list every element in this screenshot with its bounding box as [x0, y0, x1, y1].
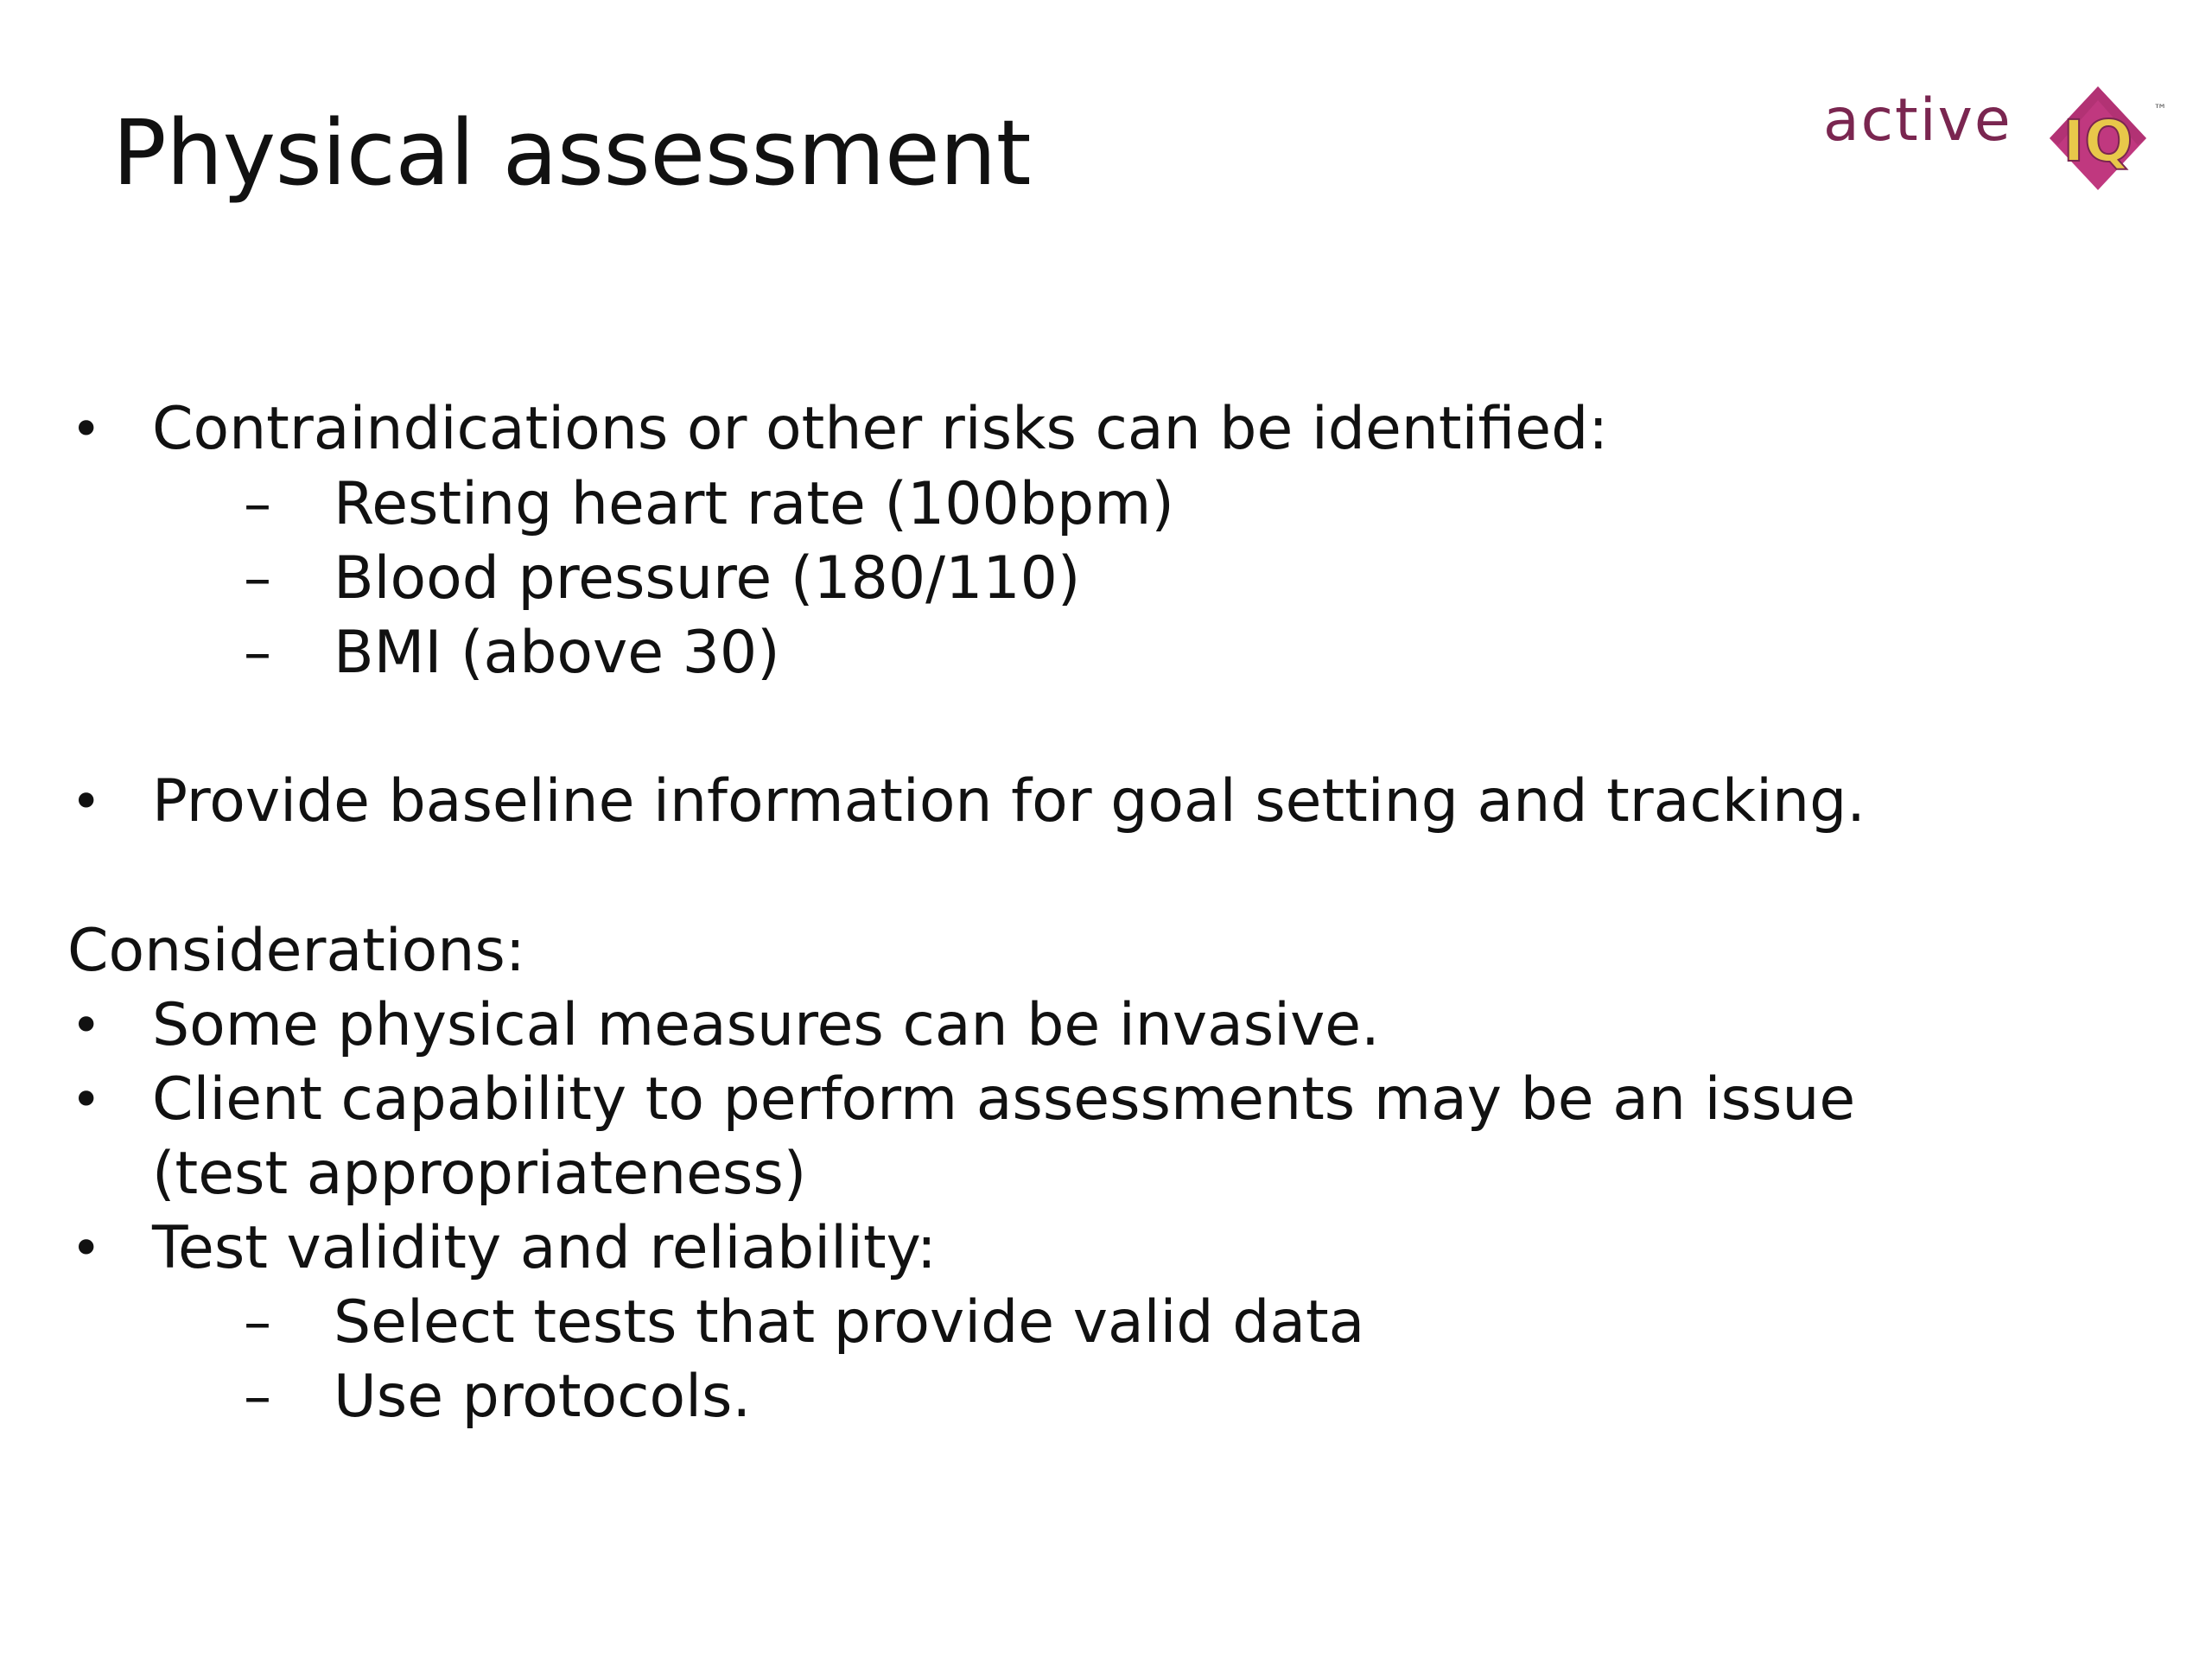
sub-bullet-dash: – [244, 473, 271, 537]
sub-item-use-protocols: Use protocols. [334, 1363, 752, 1431]
sub-bullet-dash: – [244, 621, 271, 685]
slide-title: Physical assessment [112, 100, 1032, 206]
consideration-test-validity: Test validity and reliability: [152, 1214, 937, 1282]
active-iq-logo [1823, 78, 2177, 207]
sub-item-resting-heart-rate: Resting heart rate (100bpm) [334, 470, 1174, 538]
consideration-client-capability: Client capability to perform assessments may be an issue [152, 1065, 1856, 1134]
consideration-invasive-measures: Some physical measures can be invasive. [152, 991, 1380, 1059]
bullet-dot: • [71, 995, 102, 1056]
logo-wordmark: active [1823, 86, 2012, 155]
bullet-baseline-information: Provide baseline information for goal setting and tracking. [152, 767, 1866, 836]
bullet-dot: • [71, 772, 102, 832]
sub-item-select-tests: Select tests that provide valid data [334, 1288, 1365, 1357]
considerations-heading: Considerations: [67, 917, 525, 985]
sub-item-bmi: BMI (above 30) [334, 619, 780, 687]
sub-bullet-dash: – [244, 1365, 271, 1429]
sub-bullet-dash: – [244, 547, 271, 611]
bullet-contraindications: Contraindications or other risks can be identified: [152, 395, 1609, 463]
sub-bullet-dash: – [244, 1291, 271, 1355]
logo-mark: IQ [2063, 108, 2133, 175]
consideration-client-capability-continued: (test appropriateness) [152, 1140, 807, 1208]
sub-item-blood-pressure: Blood pressure (180/110) [334, 544, 1081, 613]
bullet-dot: • [71, 1070, 102, 1130]
bullet-dot: • [71, 1218, 102, 1279]
bullet-dot: • [71, 399, 102, 460]
logo-tm: ™ [2153, 101, 2167, 118]
